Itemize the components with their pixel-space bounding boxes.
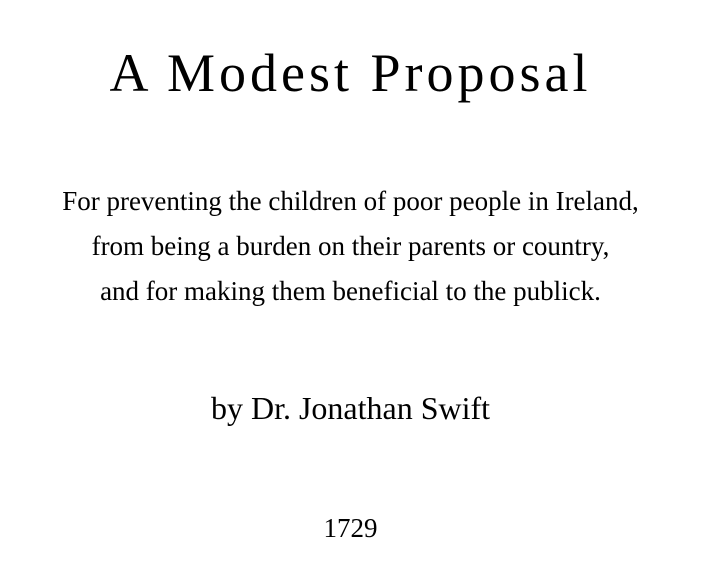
subtitle-line: and for making them beneficial to the publick. [100,276,601,306]
subtitle-line: from being a burden on their parents or country, [91,231,610,261]
document-title: A Modest Proposal [109,43,592,103]
subtitle-line: For preventing the children of poor people in Ireland, [62,186,639,216]
author-byline: by Dr. Jonathan Swift [210,390,491,426]
document-subtitle [0,179,701,314]
publication-year: 1729 [323,513,378,543]
